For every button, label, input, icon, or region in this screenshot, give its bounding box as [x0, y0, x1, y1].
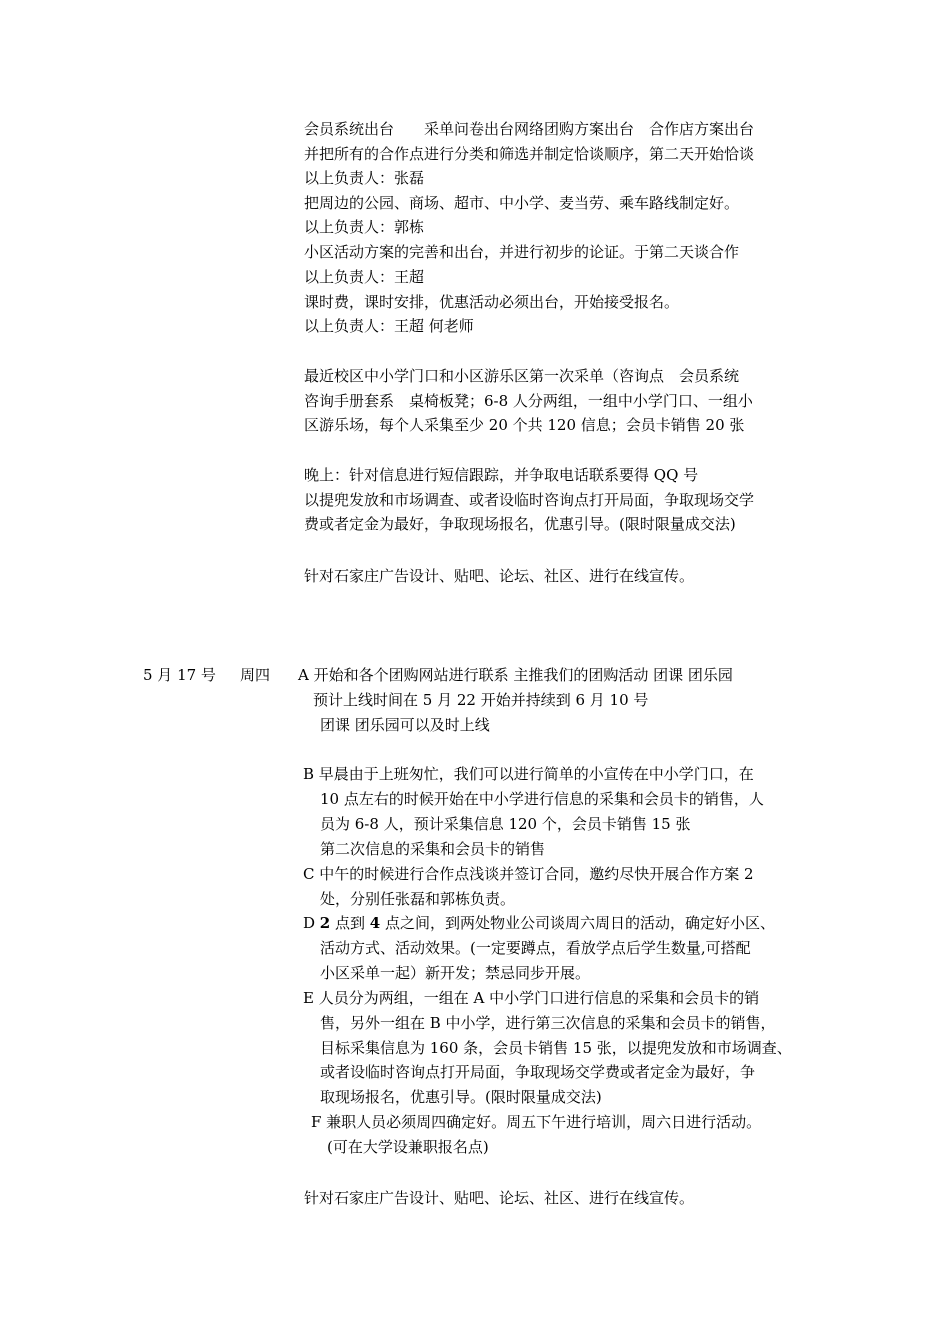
item-d-rest: 点之间，到两处物业公司谈周六周日的活动，确定好小区、: [380, 914, 775, 932]
text-line: 费或者定金为最好，争取现场报名，优惠引导。(限时限量成交法): [304, 515, 736, 533]
item-d-end-hour: 4: [369, 914, 381, 932]
item-a-line: 预计上线时间在 5 月 22 开始并持续到 6 月 10 号: [313, 691, 649, 709]
item-e-line: 取现场报名，优惠引导。(限时限量成交法): [320, 1088, 602, 1106]
item-a-line: A 开始和各个团购网站进行联系 主推我们的团购活动 团课 团乐园: [298, 666, 733, 684]
item-e-line: E 人员分为两组，一组在 A 中小学门口进行信息的采集和会员卡的销: [303, 989, 760, 1007]
item-e-line: 或者设临时咨询点打开局面，争取现场交学费或者定金为最好，争: [320, 1063, 756, 1081]
text-line: 晚上：针对信息进行短信跟踪，并争取电话联系要得 QQ 号: [304, 466, 699, 484]
text-line: 区游乐场，每个人采集至少 20 个共 120 信息；会员卡销售 20 张: [304, 416, 745, 434]
text-line: 以提兜发放和市场调查、或者设临时咨询点打开局面，争取现场交学: [304, 491, 755, 509]
text-line: 以上负责人：王超 何老师: [304, 317, 474, 335]
item-e-line: 售，另外一组在 B 中小学，进行第三次信息的采集和会员卡的销售，: [320, 1014, 776, 1032]
date-label: 5 月 17 号: [143, 666, 216, 684]
text-line: 以上负责人：张磊: [304, 169, 425, 187]
text-line: 针对石家庄广告设计、贴吧、论坛、社区、进行在线宣传。: [304, 1189, 695, 1207]
item-e-line: 目标采集信息为 160 条，会员卡销售 15 张，以提兜发放和市场调查、: [320, 1039, 792, 1057]
item-d-line: 活动方式、活动效果。(一定要蹲点，看放学点后学生数量,可搭配: [320, 939, 751, 957]
item-b-line: 第二次信息的采集和会员卡的销售: [320, 840, 546, 858]
item-d-line: 小区采单一起）新开发；禁忌同步开展。: [320, 964, 591, 982]
text-line: 课时费，课时安排，优惠活动必须出台，开始接受报名。: [304, 293, 680, 311]
item-f-line: (可在大学设兼职报名点): [327, 1138, 489, 1156]
text-line: 并把所有的合作点进行分类和筛选并制定恰谈顺序，第二天开始恰谈: [304, 145, 755, 163]
item-f-line: F 兼职人员必须周四确定好。周五下午进行培训，周六日进行活动。: [311, 1113, 762, 1131]
item-d-start-hour: 2: [319, 914, 331, 932]
weekday-label: 周四: [240, 666, 271, 684]
text-line: 最近校区中小学门口和小区游乐区第一次采单（咨询点 会员系统: [304, 367, 740, 385]
text-line: 咨询手册套系 桌椅板凳；6-8 人分两组，一组中小学门口、一组小: [304, 392, 753, 410]
text-line: 把周边的公园、商场、超市、中小学、麦当劳、乘车路线制定好。: [304, 194, 740, 212]
item-d-mid: 点到: [330, 914, 370, 932]
item-b-line: 员为 6-8 人，预计采集信息 120 个，会员卡销售 15 张: [320, 815, 691, 833]
item-a-line: 团课 团乐园可以及时上线: [320, 716, 490, 734]
text-line: 以上负责人：王超: [304, 268, 425, 286]
text-line: 针对石家庄广告设计、贴吧、论坛、社区、进行在线宣传。: [304, 567, 695, 585]
item-b-line: B 早晨由于上班匆忙，我们可以进行简单的小宣传在中小学门口，在: [303, 765, 754, 783]
item-d-line: [303, 911, 775, 935]
item-d-prefix: D: [303, 914, 320, 932]
text-line: 小区活动方案的完善和出台，并进行初步的论证。于第二天谈合作: [304, 243, 740, 261]
item-c-line: C 中午的时候进行合作点浅谈并签订合同，邀约尽快开展合作方案 2: [303, 865, 754, 883]
text-line: 以上负责人：郭栋: [304, 218, 425, 236]
item-c-line: 处，分别任张磊和郭栋负责。: [320, 890, 516, 908]
text-line: 会员系统出台 采单问卷出台网络团购方案出台 合作店方案出台: [304, 120, 755, 138]
item-b-line: 10 点左右的时候开始在中小学进行信息的采集和会员卡的销售，人: [320, 790, 764, 808]
